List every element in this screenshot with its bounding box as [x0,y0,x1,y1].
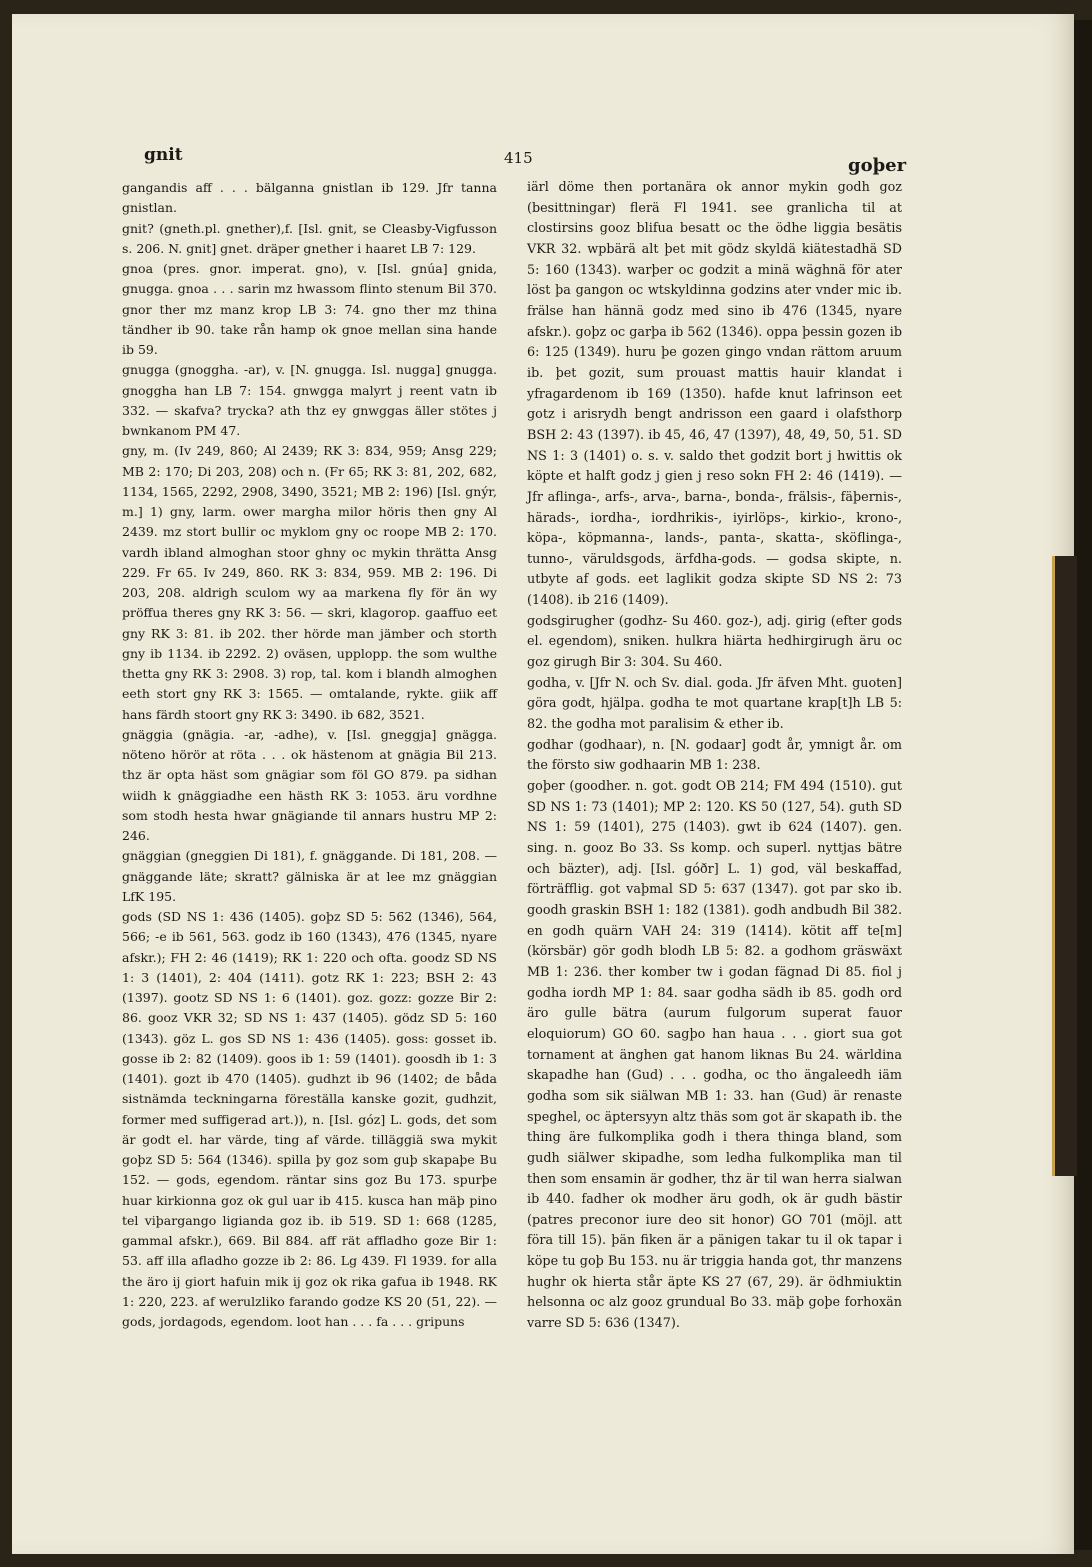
left-column [122,178,497,1332]
entry-gnit: gnit? (gneth.pl. gnether),f. [Isl. gnit, se Cleasby-Vigfusson s. 206. N. gnit] gnet. dräper gnether i haaret LB 7: 129. [122,220,497,256]
header-right-word: goþer [848,155,907,176]
page-number: 415 [504,149,533,167]
entry-gods: gods (SD NS 1: 436 (1405). goþz SD 5: 562 (1346), 564, 566; -e ib 561, 563. godz ib 160 (1343), 476 (1345, nyare afskr.); FH 2: 46 (1419); RK 1: 220 och ofta. goodz SD NS 1: 3 (1401), 2: 404 (1411). gotz RK 1: 223; BSH 2: 43 (1397). gootz SD NS 1: 6 (1401). goz. gozz: gozze Bir 2: 86. gooz VKR 32; SD NS 1: 437 (1405). gödz SD 5: 160 (1343). göz L. gos SD NS 1: 436 (1405). goss: gosset ib. gosse ib 2: 82 (1409). goos ib 1: 59 (1401). goosdh ib 1: 3 (1401). gozt ib 470 (1405). gudhzt ib 96 (1402; de båda sistnämda teckningarna föreställa kanske gozit, gudhzit, former med suffigerad art.)), n. [Isl. góz] L. gods, det som är godt el. har värde, ting af värde. tilläggiä swa mykit goþz SD 5: 564 (1346). spilla þy goz som guþ skapaþe Bu 152. — gods, egendom. räntar sins goz Bu 173. spurþe huar kirkionna goz ok gul uar ib 415. kusca han mäþ pino tel viþargango ligianda goz ib. ib 519. SD 1: 668 (1285, gammal afskr.), 669. Bil 884. aff rät affladho goze Bir 1: 53. aff illa afladho gozze ib 2: 86. Lg 439. Fl 1939. for alla the äro ij giort hafuin mik ij goz ok rika gafua ib 1948. RK 1: 220, 223. af werulzliko farando godze KS 20 (51, 22). — gods, jordagods, egendom. loot han . . . fa . . . gripuns [122,909,497,1329]
header-left-word: gnit [144,145,183,165]
entry-gny: gny, m. (Iv 249, 860; Al 2439; RK 3: 834, 959; Ansg 229; MB 2: 170; Di 203, 208) och n. (Fr 65; RK 3: 81, 202, 682, 1134, 1565, 2292, 2908, 3490, 3521; MB 2: 196) [Isl. gnýr, m.] 1) gny, larm. ower margha milor höris then gny Al 2439. mz stort bullir oc myklom gny oc roope MB 2: 170. vardh ibland almoghan stoor ghny oc mykin thrätta Ansg 229. Fr 65. Iv 249, 860. RK 3: 834, 959. MB 2: 196. Di 203, 208. aldrigh sculom wy aa markena fly för än wy pröffua theres gny RK 3: 56. — skri, klagorop. gaaffuo eet gny RK 3: 81. ib 202. ther hörde man jämber och storth gny ib 1134. ib 2292. 2) oväsen, upplopp. the som wulthe thetta gny RK 3: 2908. 3) rop, tal. kom i blandh almoghen eeth stort gny RK 3: 1565. — omtalande, rykte. giik aff hans färdh stoort gny RK 3: 3490. ib 682, 3521. [122,443,497,722]
entry-gangandis: gangandis aff . . . bälganna gnistlan ib 129. Jfr tanna gnistlan. [122,180,497,216]
entry-godhar: godhar (godhaar), n. [N. godaar] godt år, ymnigt år. om the försto siw godhaarin MB 1: 238. [527,737,902,774]
bookmark-ribbon [1052,556,1077,1176]
entry-goper: goþer (goodher. n. got. godt OB 214; FM 494 (1510). gut SD NS 1: 73 (1401); MP 2: 120. KS 50 (127, 54). guth SD NS 1: 59 (1401), 275 (1403). gwt ib 624 (1407). gen. sing. n. gooz Bo 33. Ss komp. och superl. nyttjas bätre och bäzter), adj. [Isl. góðr] L. 1) god, väl beskaffad, förträfflig. got vaþmal SD 5: 637 (1347). got par sko ib. goodh graskin BSH 1: 182 (1381). godh andbudh Bil 382. en godh quärn VAH 24: 319 (1414). kötit aff te[m] (körsbär) gör godh blodh LB 5: 82. a godhom gräswäxt MB 1: 236. ther komber tw i godan fägnad Di 85. fiol j godha iordh MP 1: 84. saar godha sädh ib 85. godh ord äro gulle bätra (aurum fulgorum superat fauor eloquiorum) GO 60. sagþo han haua . . . giort sua got tornament at änghen gat hanom liknas Bu 24. wärldina skapadhe han (Gud) . . . godha, oc tho ängaleedh iäm godha som sik siälwan MB 1: 33. han (Gud) är renaste speghel, oc äptersyyn altz thäs som got är skapath ib. the thing äre fulkomplika godh i thera thinga bland, som gudh siälwer skipadhe, som ledha fulkomplika man til then som ensamin är godher, thz är til wan herra sialwan ib 440. fadher ok modher äru godh, ok är gudh bästir (patres preconor iure deo sit honor) GO 701 (möjl. att föra till 15). þän fiken är a pänigen takar tu il ok tapar i köpe tu goþ Bu 153. nu är triggia handa got, thr manzens hughr ok hierta står äpte KS 27 (67, 29). är ödhmiuktin helsonna oc alz gooz grundual Bo 33. mäþ goþe forhoxän varre SD 5: 636 (1347). [527,779,902,1332]
entry-godha: godha, v. [Jfr N. och Sv. dial. goda. Jfr äfven Mht. guoten] göra godt, hjälpa. godha te mot quartane krap[t]h LB 5: 82. the godha mot paralisim & ether ib. [527,675,902,733]
entry-gnaggia: gnäggia (gnägia. -ar, -adhe), v. [Isl. gneggja] gnägga. nöteno hörör at röta . . . ok hästenom at gnägia Bil 213. thz är opta häst som gnägiar som föl GO 879. pa sidhan wiidh k gnäggiadhe een hästh RK 3: 1053. äru vordhne som stodh hesta hwar gnägiande til annars hustru MP 2: 246. [122,726,497,843]
entry-gnoa: gnoa (pres. gnor. imperat. gno), v. [Isl. gnúa] gnida, gnugga. gnoa . . . sarin mz hwassom flinto stenum Bil 370. gnor ther mz manz krop LB 3: 74. gno ther mz thina tändher ib 90. take rån hamp ok gnoe mellan sina hande ib 59. [122,261,497,357]
entry-gods-continued: iärl döme then portanära ok annor mykin godh goz (besittningar) flerä Fl 1941. see granlicha til at clostirsins gooz blifua besatt oc the ödhe liggia besätis VKR 32. wpbärä alt þet mit gödz skyldä kiätestadhä SD 5: 160 (1343). warþer oc godzit a minä wäghnä för ater löst þa gangon oc wtskyldinna godzins ater vnder mic ib. frälse han hännä godz med sino ib 476 (1345, nyare afskr.). goþz oc garþa ib 562 (1346). oppa þessin gozen ib 6: 125 (1349). huru þe gozen gingo vndan rättom aruum ib. þet gozit, sum prouast mattis hauir klandat i yfragardenom ib 169 (1350). hafde knut lafrinson eet gotz i arisrydh bengt andrisson een gaard i olafsthorp BSH 2: 43 (1397). ib 45, 46, 47 (1397), 48, 49, 50, 51. SD NS 1: 3 (1401) o. s. v. saldo thet godzit bort j hwittis ok köpte et halft godz j gien j reso sokn FH 2: 46 (1419). — Jfr aflinga-, arfs-, arva-, barna-, bonda-, frälsis-, fäþernis-, härads-, iordha-, iordhrikis-, iyirlöps-, kirkio-, krono-, köpa-, köpmanna-, lands-, panta-, skatta-, sköflinga-, tunno-, väruldsgods, ärfdha-gods. — godsa skipte, n. utbyte af gods. eet laglikit godza skipte SD NS 2: 73 (1408). ib 216 (1409). [527,180,902,609]
entry-gnaggian: gnäggian (gneggien Di 181), f. gnäggande. Di 181, 208. — gnäggande läte; skratt? gälniska är at lee mz gnäggian LfK 195. [122,848,497,904]
book-page [12,14,1074,1554]
entry-godsgirugher: godsgirugher (godhz- Su 460. goz-), adj. girig (efter gods el. egendom), sniken. hulkra hiärta hedhirgirugh äru oc goz girugh Bir 3: 304. Su 460. [527,613,902,671]
right-column [527,178,902,1335]
entry-gnugga: gnugga (gnoggha. -ar), v. [N. gnugga. Isl. nugga] gnugga. gnoggha han LB 7: 154. gnwgga malyrt j reent vatn ib 332. — skafva? trycka? ath thz ey gnwggas äller stötes j bwnkanom PM 47. [122,362,497,438]
